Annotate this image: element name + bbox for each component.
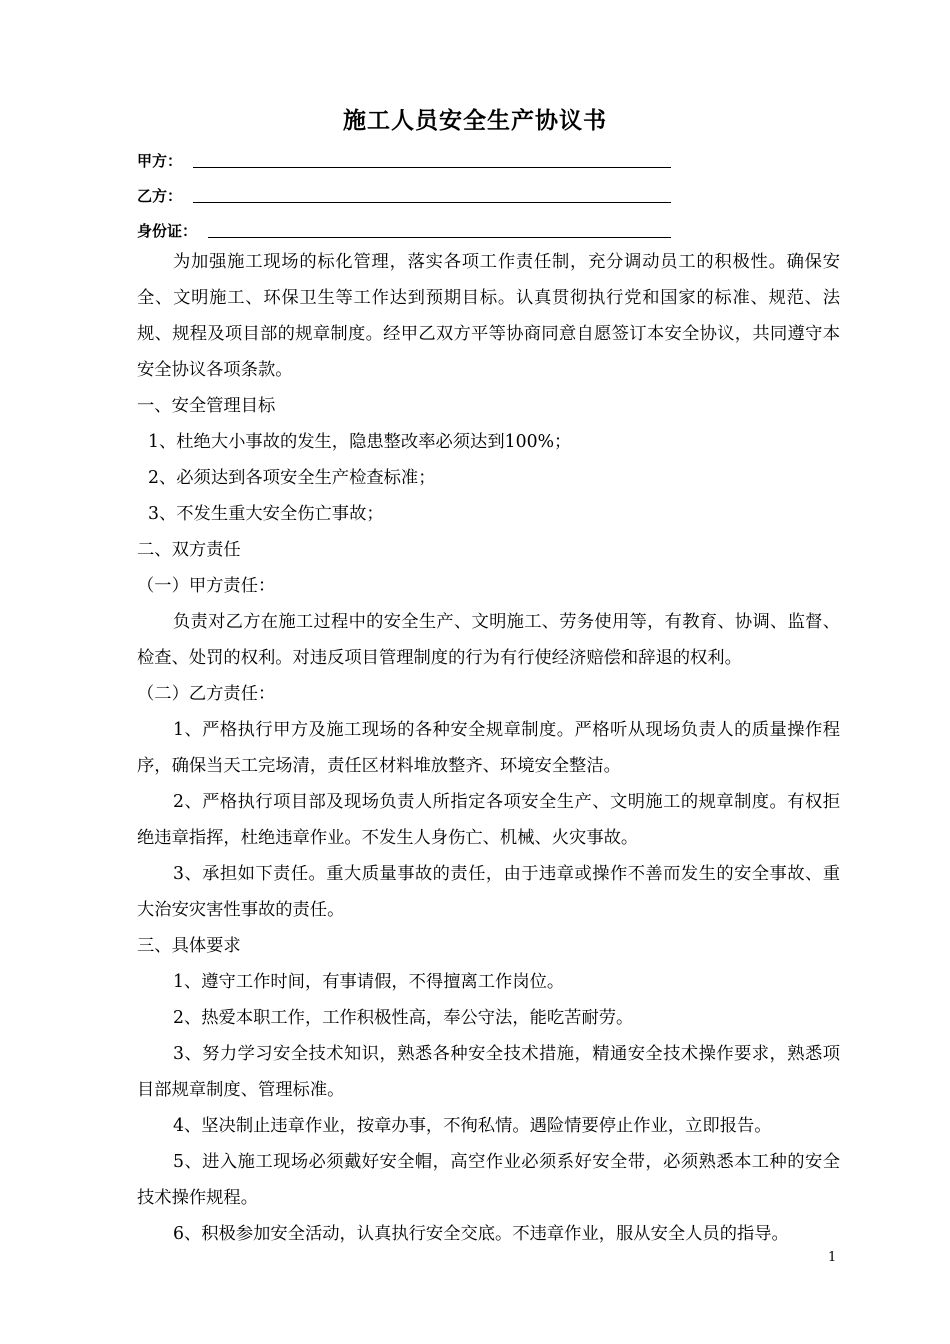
party-b-responsibility-item: 3、承担如下责任。重大质量事故的责任，由于违章或操作不善而发生的安全事故、重大治安灾害性事故的责任。 bbox=[137, 864, 840, 920]
party-b-responsibility-item: 2、严格执行项目部及现场负责人所指定各项安全生产、文明施工的规章制度。有权拒绝违章指挥，杜绝违章作业。不发生人身伤亡、机械、火灾事故。 bbox=[137, 792, 840, 848]
party-a-blank-line bbox=[193, 167, 671, 168]
party-b-label: 乙方： bbox=[137, 187, 183, 205]
section-3-item: 3、努力学习安全技术知识，熟悉各种安全技术措施，精通安全技术操作要求，熟悉项目部规章制度、管理标准。 bbox=[137, 1044, 840, 1100]
section-3-item: 1、遵守工作时间，有事请假，不得擅离工作岗位。 bbox=[173, 972, 565, 992]
page-number: 1 bbox=[828, 1250, 837, 1265]
section-2-heading: 二、双方责任 bbox=[137, 540, 241, 560]
section-1-heading: 一、安全管理目标 bbox=[137, 396, 276, 416]
party-b-field bbox=[137, 185, 182, 206]
section-3-item: 2、热爱本职工作，工作积极性高，奉公守法，能吃苦耐劳。 bbox=[173, 1008, 634, 1028]
party-a-label: 甲方： bbox=[137, 152, 183, 170]
section-1-item: 1、杜绝大小事故的发生，隐患整改率必须达到100%； bbox=[148, 432, 572, 452]
party-a-responsibility-heading: （一）甲方责任： bbox=[137, 576, 276, 596]
id-card-label: 身份证： bbox=[137, 222, 198, 240]
party-a-responsibility-text: 负责对乙方在施工过程中的安全生产、文明施工、劳务使用等，有教育、协调、监督、检查、处罚的权利。对违反项目管理制度的行为有行使经济赔偿和辞退的权利。 bbox=[137, 612, 840, 668]
party-b-blank-line bbox=[193, 202, 671, 203]
party-a-field bbox=[137, 150, 182, 171]
section-3-item: 6、积极参加安全活动，认真执行安全交底。不违章作业，服从安全人员的指导。 bbox=[173, 1224, 789, 1244]
id-card-field bbox=[137, 220, 197, 241]
section-1-item: 3、不发生重大安全伤亡事故； bbox=[148, 504, 384, 524]
section-1-item: 2、必须达到各项安全生产检查标准； bbox=[148, 468, 436, 488]
party-b-responsibility-heading: （二）乙方责任： bbox=[137, 684, 276, 704]
party-b-responsibility-item: 1、严格执行甲方及施工现场的各种安全规章制度。严格听从现场负责人的质量操作程序，确保当天工完场清，责任区材料堆放整齐、环境安全整洁。 bbox=[137, 720, 840, 776]
intro-paragraph: 为加强施工现场的标化管理，落实各项工作责任制，充分调动员工的积极性。确保安全、文明施工、环保卫生等工作达到预期目标。认真贯彻执行党和国家的标准、规范、法规、规程及项目部的规章制度。经甲乙双方平等协商同意自愿签订本安全协议，共同遵守本安全协议各项条款。 bbox=[137, 252, 840, 380]
document-title: 施工人员安全生产协议书 bbox=[343, 107, 607, 134]
section-3-item: 4、坚决制止违章作业，按章办事，不徇私情。遇险情要停止作业，立即报告。 bbox=[173, 1116, 772, 1136]
document-body bbox=[137, 244, 840, 1252]
section-3-item: 5、进入施工现场必须戴好安全帽，高空作业必须系好安全带，必须熟悉本工种的安全技术操作规程。 bbox=[137, 1152, 840, 1208]
id-card-blank-line bbox=[208, 237, 671, 238]
section-3-heading: 三、具体要求 bbox=[137, 936, 241, 956]
